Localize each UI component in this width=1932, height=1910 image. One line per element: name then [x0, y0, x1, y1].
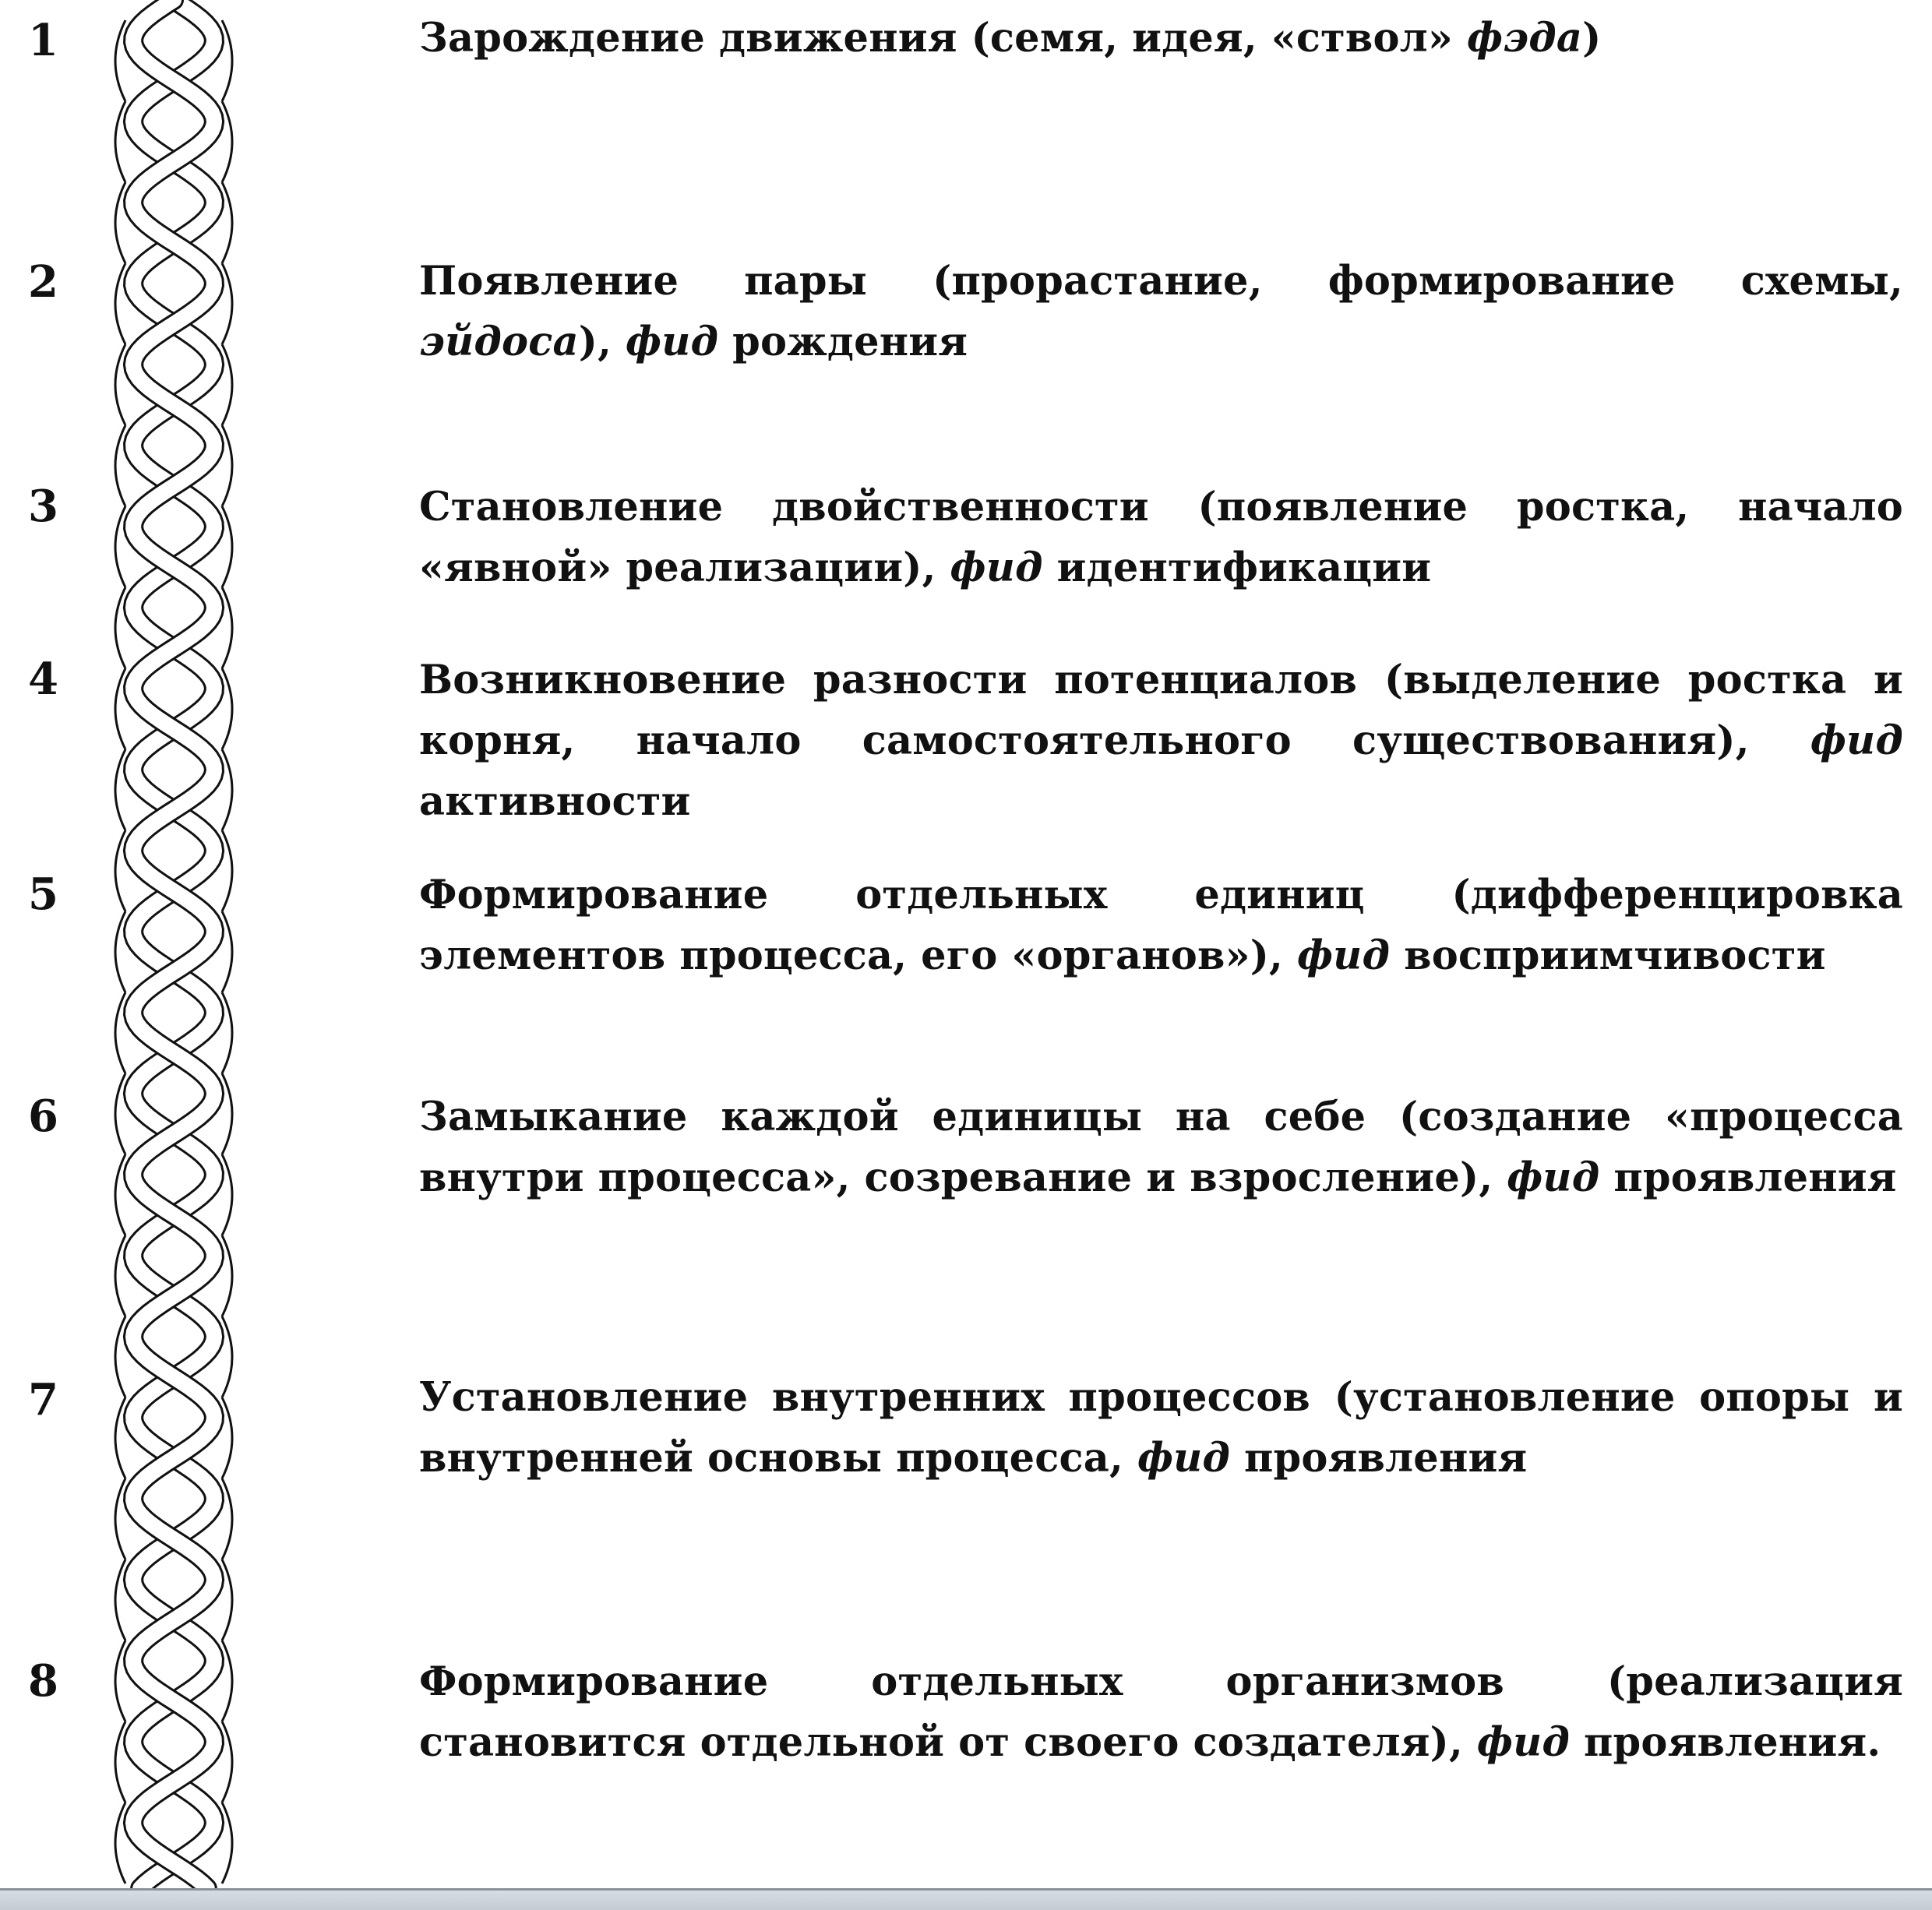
text-run: Возникновение разности потенциалов (выделение ростка и корня, начало самостоятельного существования),	[419, 657, 1903, 764]
text-run: проявления	[1599, 1154, 1897, 1201]
item-number-2: 2	[28, 256, 58, 308]
item-text-7	[419, 1367, 1903, 1489]
italic-term: фид	[950, 544, 1043, 591]
italic-term: фид	[1476, 1719, 1571, 1766]
text-run: Установление внутренних процессов (установление опоры и внутренней основы процесса,	[419, 1374, 1903, 1482]
item-text-1	[419, 8, 1903, 69]
text-run: Зарождение движения (семя, идея, «ствол»	[419, 15, 1467, 62]
item-number-4: 4	[28, 654, 58, 705]
text-run: восприимчивости	[1390, 932, 1826, 979]
text-run: Замыкание каждой единицы на себе (создание «процесса внутри процесса», созревание и взросление),	[419, 1094, 1903, 1201]
item-number-6: 6	[28, 1091, 58, 1142]
italic-term: фид	[1296, 932, 1391, 979]
text-run: Формирование отдельных единиц (дифференцировка элементов процесса, его «органов»),	[419, 872, 1903, 979]
item-number-7: 7	[28, 1374, 58, 1425]
item-text-2	[419, 251, 1903, 372]
italic-term: фид	[1137, 1435, 1231, 1482]
item-number-8: 8	[28, 1655, 58, 1707]
text-run: Формирование отдельных организмов (реализация становится отдельной от своего создателя),	[419, 1658, 1903, 1766]
italic-term: фид	[1810, 717, 1903, 764]
text-run: идентификации	[1042, 544, 1432, 591]
text-run: )	[1582, 15, 1602, 62]
text-run: Становление двойственности (появление ростка, начало «явной» реализации),	[419, 484, 1903, 591]
italic-term: эйдоса	[419, 319, 579, 365]
italic-term: фид	[1507, 1154, 1600, 1201]
item-text-6	[419, 1087, 1903, 1208]
text-run: проявления	[1230, 1435, 1528, 1482]
window-bottom-edge	[0, 1888, 1932, 1910]
text-run: рождения	[718, 319, 968, 365]
item-text-5	[419, 865, 1903, 986]
item-number-5: 5	[28, 869, 58, 920]
item-text-3	[419, 477, 1903, 598]
item-text-4	[419, 650, 1903, 832]
item-number-3: 3	[28, 481, 58, 532]
italic-term: фид	[626, 319, 719, 365]
text-run: ),	[578, 319, 626, 365]
item-text-8	[419, 1651, 1903, 1773]
text-run: активности	[419, 778, 691, 825]
text-run: Появление пары (прорастание, формирование схемы,	[419, 258, 1903, 305]
text-run: проявления.	[1570, 1719, 1881, 1766]
italic-term: фэда	[1466, 15, 1583, 62]
celtic-knot-column-icon	[92, 0, 256, 1889]
item-number-1: 1	[28, 15, 58, 66]
